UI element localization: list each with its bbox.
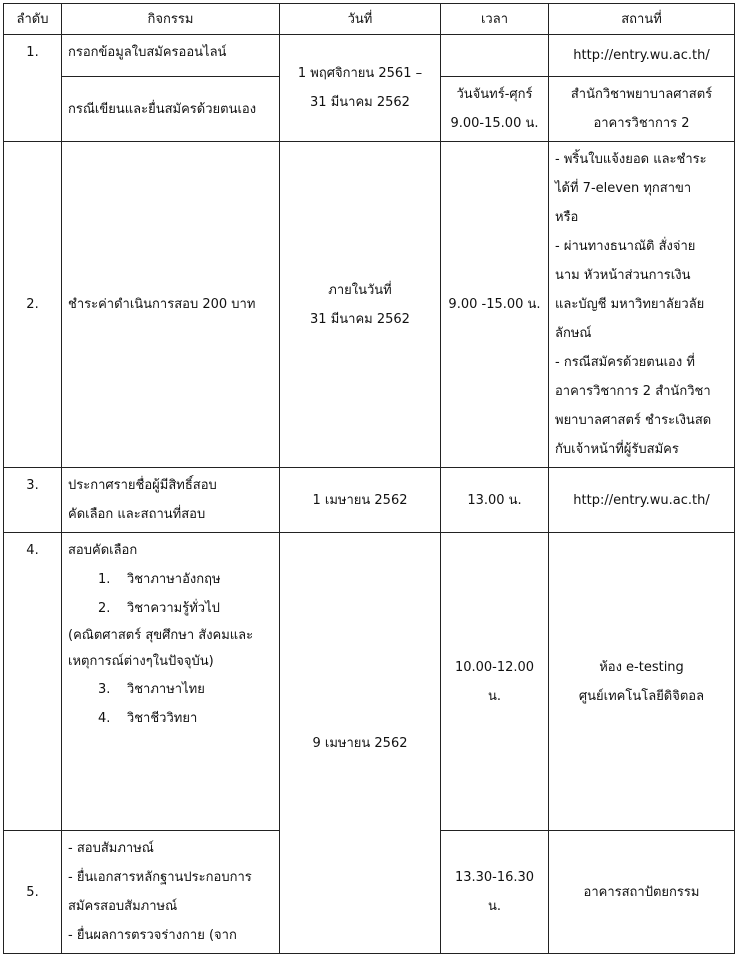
place-line: ได้ที่ 7-eleven ทุกสาขา [555, 181, 692, 196]
header-date: วันที่ [280, 4, 441, 35]
schedule-table [3, 3, 735, 954]
row-number: 3. [4, 468, 62, 533]
place-line: และบัญชี มหาวิทยาลัยวลัย [555, 297, 705, 312]
exam-subject: 4. วิชาชีววิทยา [98, 711, 198, 726]
activity-cell: ชำระค่าดำเนินการสอบ 200 บาท [62, 142, 280, 468]
time-cell: 10.00-12.00 น. [441, 533, 549, 831]
place-line: นาม หัวหน้าส่วนการเงิน [555, 268, 691, 283]
place-line: พยาบาลศาสตร์ ชำระเงินสด [555, 413, 712, 428]
time-cell: 13.00 น. [441, 468, 549, 533]
exam-subject: 3. วิชาภาษาไทย [98, 682, 205, 697]
place-line: - ผ่านทางธนาณัติ สั่งจ่าย [555, 239, 696, 254]
place-line: สำนักวิชาพยาบาลศาสตร์ [570, 87, 713, 102]
time-cell: 9.00 -15.00 น. [441, 142, 549, 468]
activity-cell [62, 468, 280, 533]
date-line: ภายในวันที่ [328, 282, 392, 298]
place-cell: อาคารสถาปัตยกรรม [549, 831, 735, 954]
time-cell [441, 35, 549, 77]
header-no: ลำดับ [4, 4, 62, 35]
time-line: 9.00-15.00 น. [450, 116, 539, 131]
time-line: วันจันทร์-ศุกร์ [456, 87, 533, 102]
place-line: หรือ [555, 210, 579, 225]
activity-line: ประกาศรายชื่อผู้มีสิทธิ์สอบ [68, 478, 217, 493]
date-cell: 9 เมษายน 2562 [280, 533, 441, 954]
place-line: กับเจ้าหน้าที่ผู้รับสมัคร [555, 442, 679, 457]
date-line: 1 พฤศจิกายน 2561 – [297, 66, 423, 81]
activity-cell: กรอกข้อมูลใบสมัครออนไลน์ [62, 35, 280, 77]
time-cell: 13.30-16.30 น. [441, 831, 549, 954]
activity-title: สอบคัดเลือก [68, 543, 138, 558]
table-row [4, 533, 735, 831]
place-cell [549, 77, 735, 142]
exam-subject: 2. วิชาความรู้ทั่วไป [98, 601, 220, 616]
place-cell [549, 142, 735, 468]
row-number: 1. [4, 35, 62, 142]
date-line: 31 มีนาคม 2562 [310, 95, 410, 110]
place-link[interactable]: http://entry.wu.ac.th/ [549, 35, 735, 77]
place-line: อาคารวิชาการ 2 สำนักวิชา [555, 384, 711, 399]
header-place: สถานที่ [549, 4, 735, 35]
date-cell [280, 142, 441, 468]
place-line: ศูนย์เทคโนโลยีดิจิตอล [578, 688, 705, 704]
table-row [4, 142, 735, 468]
activity-line: คัดเลือก และสถานที่สอบ [68, 507, 206, 522]
date-cell: 1 เมษายน 2562 [280, 468, 441, 533]
place-link[interactable]: http://entry.wu.ac.th/ [549, 468, 735, 533]
row-number: 4. [4, 533, 62, 831]
activity-line: - ยื่นผลการตรวจร่างกาย (จาก [68, 928, 237, 943]
place-line: ห้อง e-testing [599, 659, 684, 675]
header-row [4, 4, 735, 35]
table-row [4, 468, 735, 533]
place-line: ลักษณ์ [555, 326, 592, 341]
date-line: 31 มีนาคม 2562 [310, 311, 410, 327]
activity-line: - สอบสัมภาษณ์ [68, 841, 154, 856]
date-cell [280, 35, 441, 142]
activity-cell [62, 533, 280, 831]
activity-line: สมัครสอบสัมภาษณ์ [68, 899, 178, 914]
row-number: 5. [4, 831, 62, 954]
header-activity: กิจกรรม [62, 4, 280, 35]
time-cell [441, 77, 549, 142]
place-cell [549, 533, 735, 831]
place-line: อาคารวิชาการ 2 [593, 116, 690, 131]
place-line: - พริ้นใบแจ้งยอด และชำระ [555, 152, 707, 167]
exam-note: เหตุการณ์ต่างๆในปัจจุบัน) [68, 654, 214, 669]
place-line: - กรณีสมัครด้วยตนเอง ที่ [555, 355, 695, 370]
exam-note: (คณิตศาสตร์ สุขศึกษา สังคมและ [68, 628, 254, 643]
row-number: 2. [4, 142, 62, 468]
activity-cell: กรณีเขียนและยื่นสมัครด้วยตนเอง [62, 77, 280, 142]
table-row [4, 35, 735, 77]
exam-subject: 1. วิชาภาษาอังกฤษ [98, 572, 221, 587]
activity-cell [62, 831, 280, 954]
activity-line: - ยื่นเอกสารหลักฐานประกอบการ [68, 870, 252, 885]
header-time: เวลา [441, 4, 549, 35]
